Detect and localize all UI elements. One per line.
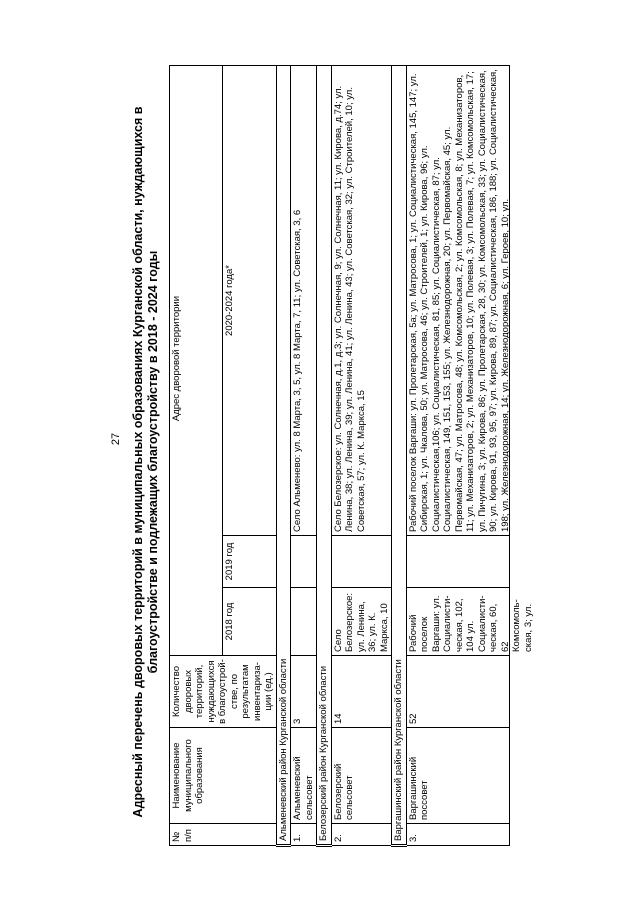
region-label: Альменевский район Курганской области (276, 65, 291, 845)
row-name: Варгашинский поссовет (406, 728, 509, 824)
row-2020: Село Белозерское: ул. Солнечная, д.1, д.3; ул. Солнечная, 9; ул. Солнечная, 11; ул. Кирова, д.74; ул. Ленина, 38; ул. Ленина, 39; ул. Ленина, 41; ул. Ленина, 43; ул. Советская, 32; ул. Строителей, 10; ул. Советская, 57; ул. К. Маркса, 15 (331, 65, 392, 535)
title-line-1: Адресный перечень дворовых территорий в муниципальных образованиях Курганской области, нуждающихся в (131, 106, 145, 818)
header-name: Наименование муниципального образования (170, 728, 277, 824)
region-row (317, 65, 332, 845)
header-count: Количество дворовых территорий, нуждающихся в благоустрой-стве, по результатам инвентариза-ции (ед.) (170, 656, 277, 728)
page-number: 27 (110, 432, 123, 446)
row-count: 14 (331, 656, 392, 728)
region-label: Белозерский район Курганской области (317, 65, 332, 845)
address-table (169, 65, 534, 847)
header-2019: 2019 год (223, 536, 276, 588)
row-num: 3. (406, 824, 509, 846)
row-2018-text: Рабочий поселок Варгаши: ул. Социалисти-ческая, 102, 104 ул. Социалисти-ческая, 60, 62 Комсомоль-ская, 3; ул. (407, 595, 534, 652)
table-row (331, 65, 392, 845)
row-name: Белозерский сельсовет (331, 728, 392, 824)
header-2018: 2018 год (223, 588, 276, 656)
row-name: Альменевский сельсовет (291, 728, 317, 824)
row-2020 (406, 65, 509, 535)
row-2018: Село Белозерское: ул. Ленина, 36; ул. К. Маркса, 10 (331, 588, 392, 656)
row-count: 3 (291, 656, 317, 728)
rotated-document (129, 47, 599, 877)
header-row (170, 65, 223, 845)
header-address-group: Адрес дворовой территории (170, 65, 223, 655)
region-row (392, 65, 407, 845)
header-num: № п/п (170, 824, 277, 846)
document-title (129, 47, 161, 877)
region-label: Варгашинский район Курганской области (392, 65, 407, 845)
row-2019 (331, 536, 392, 588)
table-row (406, 65, 509, 845)
row-2019 (291, 536, 317, 588)
row-count: 52 (406, 656, 509, 728)
header-2020: 2020-2024 года* (223, 65, 276, 535)
row-2020: Село Альменево: ул. 8 Марта, 3, 5, ул. 8 Марта, 7, 11; ул. Советская, 3, 6 (291, 65, 317, 535)
row-num: 1. (291, 824, 317, 846)
row-num: 2. (331, 824, 392, 846)
title-line-2: благоустройстве и подлежащих благоустройству в 2018 - 2024 годы (146, 250, 160, 674)
row-2018 (406, 588, 534, 656)
row-2019 (406, 536, 509, 588)
row-2018 (291, 588, 317, 656)
table-row (291, 65, 317, 845)
region-row (276, 65, 291, 845)
row-2020-text: Рабочий поселок Варгаши: ул. Пролетарская, 5а; ул. Матросова, 1; ул. Социалистическая, 145, 147; ул. Сибирская, 1; ул. Чкалова, 50; ул. Матросова, 46; ул. Строителей, 1; ул. Кирова, 96; ул. Социалистическая,106; ул. Социалистическая, 81, 85; ул. Социалистическая, 87; ул. Социалистическая, 149, 151, 153, 155; ул. Железнодорожная, 20; ул. Первомайская, 45; ул. Первомайская, 47; ул. Матросова, 48; ул. Комсомольская, 2; ул. Комсомольская, 8; ул. Механизаторов, 11; ул. Механизаторов, 2; ул. Механизаторов, 10; ул. Полевая, 3; ул. Полевая, 7; ул. Комсомольская, 17; ул. Пичугина, 3; ул. Кирова, 86; ул. Пролетарская, 28, 30; ул. Комсомольская, 33; ул. Социалистическая, 90; ул. Кирова, 91, 93, 95, 97; ул. Кирова, 89, 87; ул. Социалистическая, 186, 188; ул. Социалистическая, 198; ул. Железнодорожная, 14; ул. Железнодорожная, 6; ул. Героев, 10; ул. (407, 69, 511, 532)
